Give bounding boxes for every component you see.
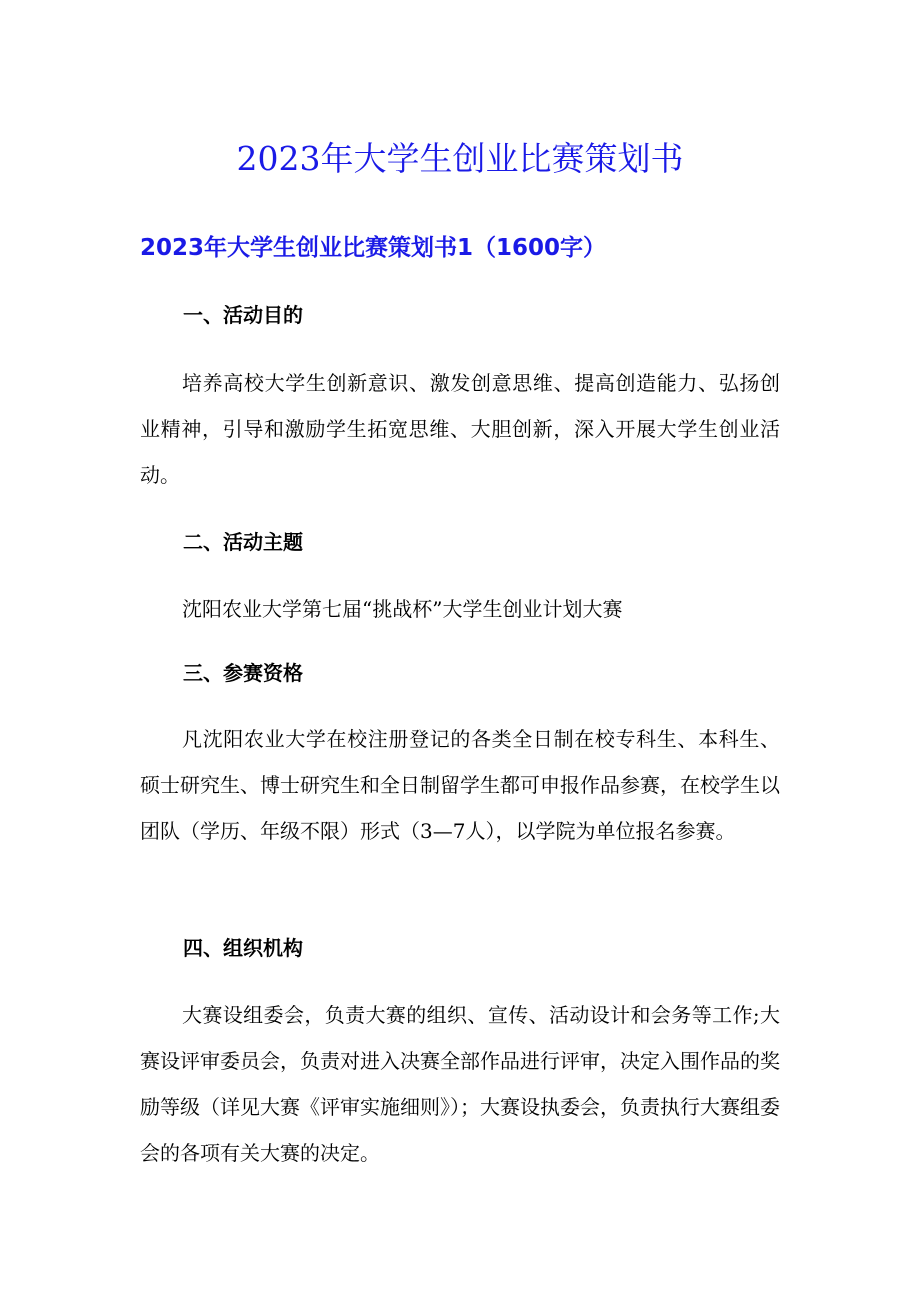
section-body-theme: 沈阳农业大学第七届“挑战杯”大学生创业计划大赛: [182, 597, 623, 621]
document-title: 2023年大学生创业比赛策划书: [236, 139, 684, 178]
section-heading-purpose: 一、活动目的: [183, 303, 303, 327]
section-heading-theme: 二、活动主题: [183, 530, 303, 554]
section-body-purpose: 培养高校大学生创新意识、激发创意思维、提高创造能力、弘扬创业精神，引导和激励学生拓宽思维、大胆创新，深入开展大学生创业活动。: [140, 371, 780, 487]
section-heading-organization: 四、组织机构: [183, 936, 303, 960]
document-subtitle: 2023年大学生创业比赛策划书1（1600字）: [140, 235, 607, 261]
section-heading-eligibility: 三、参赛资格: [183, 661, 303, 685]
section-body-organization: 大赛设组委会，负责大赛的组织、宣传、活动设计和会务等工作;大赛设评审委员会，负责对进入决赛全部作品进行评审，决定入围作品的奖励等级（详见大赛《评审实施细则》）；大赛设执委会，负责执行大赛组委会的各项有关大赛的决定。: [140, 1003, 780, 1165]
section-body-eligibility: 凡沈阳农业大学在校注册登记的各类全日制在校专科生、本科生、硕士研究生、博士研究生和全日制留学生都可申报作品参赛，在校学生以团队（学历、年级不限）形式（3—7人），以学院为单位报名参赛。: [140, 727, 780, 843]
